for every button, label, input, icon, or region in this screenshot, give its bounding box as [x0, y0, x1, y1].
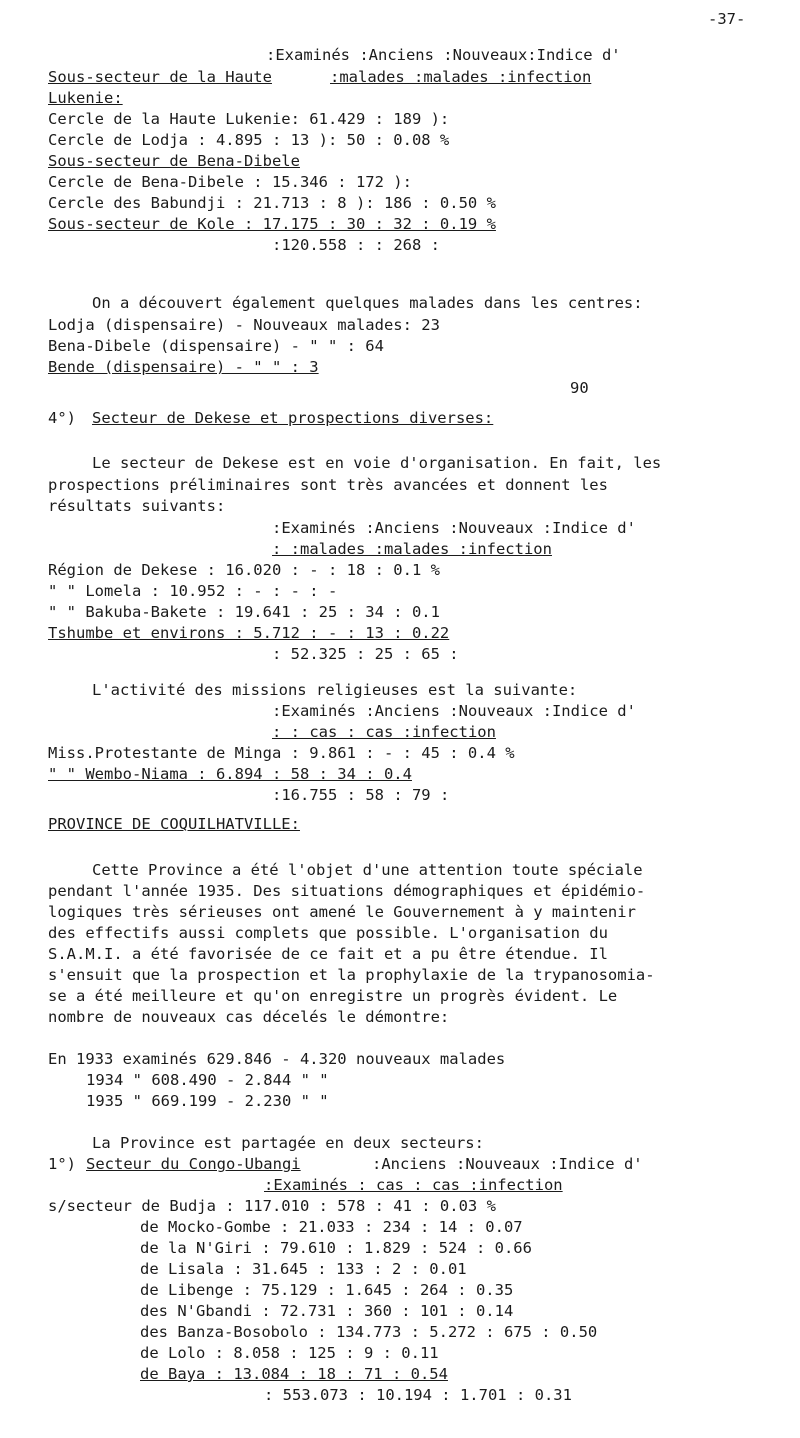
sector1-row: de Mocko-Gombe : 21.033 : 234 : 14 : 0.07 [140, 1218, 523, 1236]
sector1-number: 1°) [48, 1155, 76, 1173]
table2-header-row1: :Examinés :Anciens :Nouveaux :Indice d' [272, 519, 636, 537]
sector1-row: des Banza-Bosobolo : 134.773 : 5.272 : 675 : 0.50 [140, 1323, 598, 1341]
sector1-total: : 553.073 : 10.194 : 1.701 : 0.31 [264, 1386, 572, 1404]
province-line: Cette Province a été l'objet d'une attention toute spéciale [92, 861, 643, 879]
missions-row: Miss.Protestante de Minga : 9.861 : - : 45 : 0.4 % [48, 744, 515, 762]
table1-label-haute: Sous-secteur de la Haute [48, 68, 272, 86]
para1-total: 90 [570, 379, 589, 397]
province-line: nombre de nouveaux cas décelés le démontre: [48, 1008, 450, 1026]
para1-intro: On a découvert également quelques malades dans les centres: [92, 294, 643, 312]
section4-number: 4°) [48, 409, 76, 427]
para1-row: Lodja (dispensaire) - Nouveaux malades: 23 [48, 316, 440, 334]
table2-row: Tshumbe et environs : 5.712 : - : 13 : 0.22 [48, 624, 450, 642]
missions-header-row1: :Examinés :Anciens :Nouveaux :Indice d' [272, 702, 636, 720]
table1-label-bena: Sous-secteur de Bena-Dibele [48, 152, 300, 170]
table2-row: Région de Dekese : 16.020 : - : 18 : 0.1 % [48, 561, 440, 579]
section4-line: Le secteur de Dekese est en voie d'organisation. En fait, les [92, 454, 662, 472]
section4-heading: Secteur de Dekese et prospections diverses: [92, 409, 494, 427]
para1-row: Bena-Dibele (dispensaire) - " " : 64 [48, 337, 384, 355]
table2-header-row2: : :malades :malades :infection [272, 540, 552, 558]
province-line: pendant l'année 1935. Des situations démographiques et épidémio- [48, 882, 646, 900]
para1-row: Bende (dispensaire) - " " : 3 [48, 358, 319, 376]
province-year-row: 1934 " 608.490 - 2.844 " " [86, 1071, 329, 1089]
table1-row: Lukenie: [48, 89, 123, 107]
sector1-row: s/secteur de Budja : 117.010 : 578 : 41 : 0.03 % [48, 1197, 496, 1215]
table2-row: " " Lomela : 10.952 : - : - : - [48, 582, 338, 600]
province-line: s'ensuit que la prospection et la prophylaxie de la trypanosomia- [48, 966, 655, 984]
sector1-row: des N'Gbandi : 72.731 : 360 : 101 : 0.14 [140, 1302, 514, 1320]
province-year-row: En 1933 examinés 629.846 - 4.320 nouveaux malades [48, 1050, 506, 1068]
table1-row: Cercle de Lodja : 4.895 : 13 ): 50 : 0.08 % [48, 131, 450, 149]
section4-line: résultats suivants: [48, 497, 226, 515]
table2-row: " " Bakuba-Bakete : 19.641 : 25 : 34 : 0.1 [48, 603, 440, 621]
table1-header-row1: :Examinés :Anciens :Nouveaux:Indice d' [266, 46, 621, 64]
province-split-line: La Province est partagée en deux secteurs: [92, 1134, 484, 1152]
sector1-heading: Secteur du Congo-Ubangi [86, 1155, 301, 1173]
sector1-row: de Lolo : 8.058 : 125 : 9 : 0.11 [140, 1344, 439, 1362]
table2-total: : 52.325 : 25 : 65 : [272, 645, 459, 663]
section4-line: prospections préliminaires sont très avancées et donnent les [48, 476, 608, 494]
province-year-row: 1935 " 669.199 - 2.230 " " [86, 1092, 329, 1110]
sector1-header-row2: :Examinés : cas : cas :infection [264, 1176, 563, 1194]
sector1-header-row1: :Anciens :Nouveaux :Indice d' [372, 1155, 643, 1173]
province-heading: PROVINCE DE COQUILHATVILLE: [48, 815, 300, 833]
province-line: des effectifs aussi complets que possible. L'organisation du [48, 924, 608, 942]
table1-row: Cercle de Bena-Dibele : 15.346 : 172 ): [48, 173, 412, 191]
sector1-row: de Lisala : 31.645 : 133 : 2 : 0.01 [140, 1260, 467, 1278]
province-line: se a été meilleure et qu'on enregistre un progrès évident. Le [48, 987, 618, 1005]
missions-total: :16.755 : 58 : 79 : [272, 786, 450, 804]
page-number: -37- [708, 10, 746, 28]
table1-row: Sous-secteur de Kole : 17.175 : 30 : 32 : 0.19 % [48, 215, 496, 233]
table1-total: :120.558 : : 268 : [272, 236, 440, 254]
sector1-row: de Libenge : 75.129 : 1.645 : 264 : 0.35 [140, 1281, 514, 1299]
table1-row: Cercle de la Haute Lukenie: 61.429 : 189 ): [48, 110, 450, 128]
province-line: S.A.M.I. a été favorisée de ce fait et a pu être étendue. Il [48, 945, 608, 963]
sector1-row: de Baya : 13.084 : 18 : 71 : 0.54 [140, 1365, 448, 1383]
missions-header-row2: : : cas : cas :infection [272, 723, 496, 741]
sector1-row: de la N'Giri : 79.610 : 1.829 : 524 : 0.66 [140, 1239, 532, 1257]
missions-intro: L'activité des missions religieuses est la suivante: [92, 681, 578, 699]
missions-row: " " Wembo-Niama : 6.894 : 58 : 34 : 0.4 [48, 765, 412, 783]
table1-row: Cercle des Babundji : 21.713 : 8 ): 186 : 0.50 % [48, 194, 496, 212]
table1-header-row2: :malades :malades :infection [330, 68, 592, 86]
province-line: logiques très sérieuses ont amené le Gouvernement à y maintenir [48, 903, 636, 921]
